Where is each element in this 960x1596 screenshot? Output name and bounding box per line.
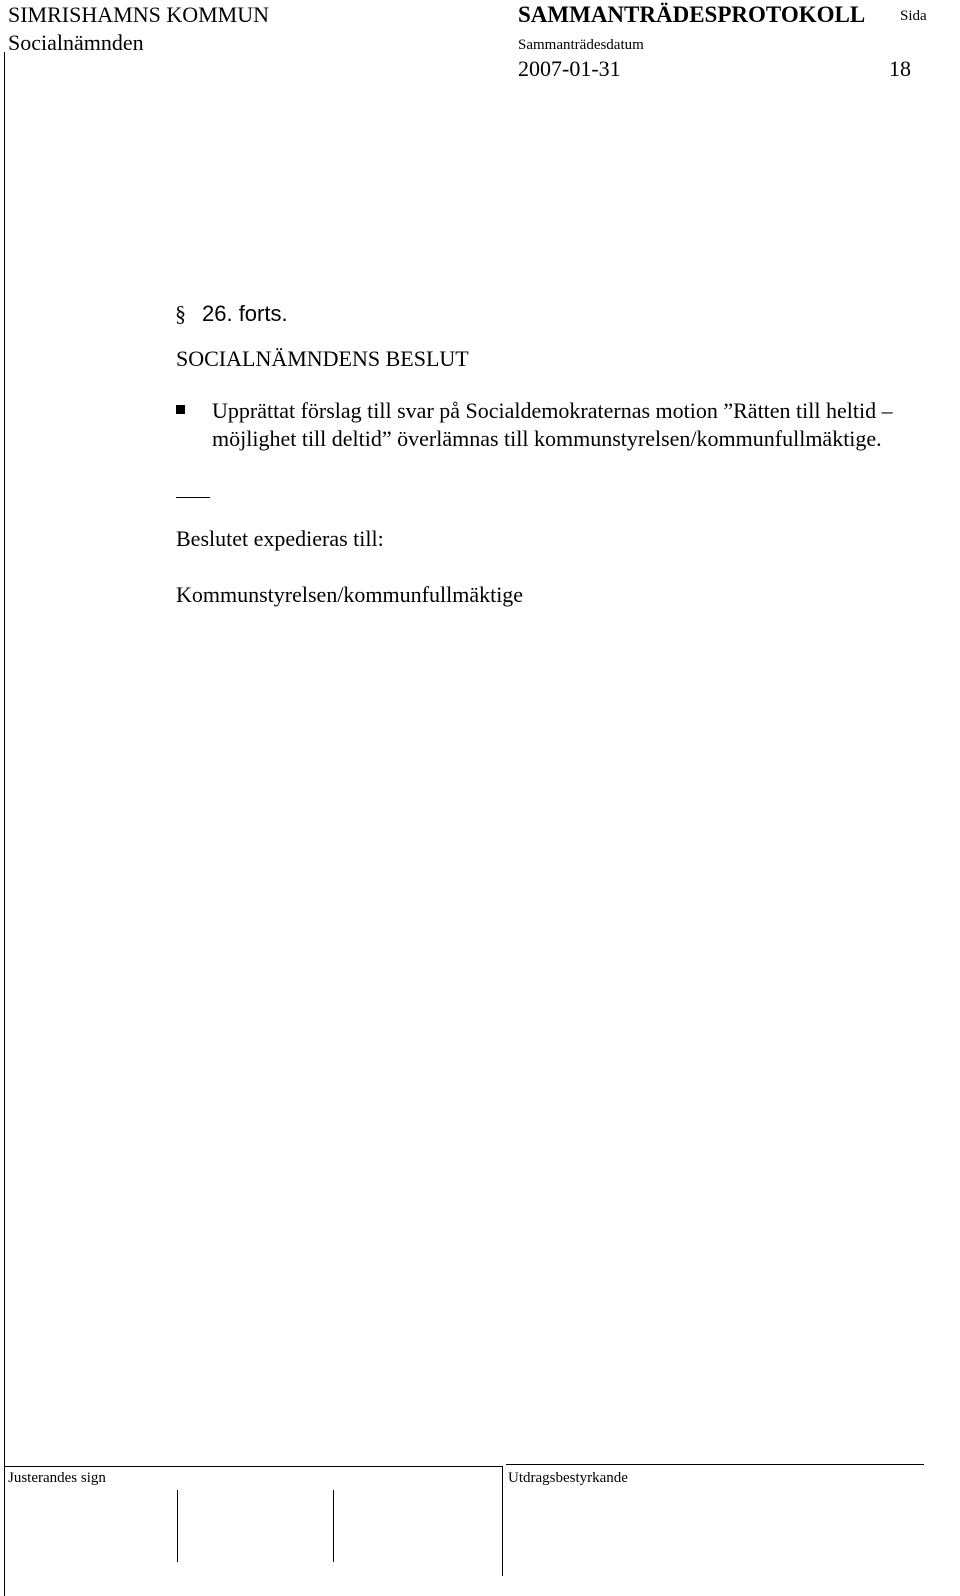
organization-name: SIMRISHAMNS KOMMUN	[8, 2, 269, 27]
footer-rule-right	[506, 1464, 924, 1465]
decision-item	[176, 397, 936, 453]
document-type-title: SAMMANTRÄDESPROTOKOLL	[518, 2, 866, 27]
page-label: Sida	[900, 8, 927, 24]
footer-divider-middle	[502, 1466, 503, 1576]
recipient: Kommunstyrelsen/kommunfullmäktige	[176, 582, 524, 607]
sent-to-label: Beslutet expedieras till:	[176, 526, 384, 551]
footer-divider-left	[4, 1466, 5, 1596]
signature-box-divider	[177, 1490, 178, 1562]
department-name: Socialnämnden	[8, 30, 144, 55]
adjuster-signature-label: Justerandes sign	[8, 1470, 106, 1486]
meeting-date: 2007-01-31	[518, 56, 621, 81]
square-bullet-icon	[176, 405, 185, 414]
page-number: 18	[889, 56, 911, 81]
section-reference	[175, 301, 288, 327]
section-ref-text: 26. forts.	[202, 301, 288, 326]
meeting-date-label: Sammanträdesdatum	[518, 37, 644, 53]
decision-heading: SOCIALNÄMNDENS BESLUT	[176, 346, 469, 371]
separator-rule	[176, 497, 210, 498]
decision-item-text: Upprättat förslag till svar på Socialdemokraternas motion ”Rätten till heltid – möjlighet till deltid” överlämnas till kommunstyrelsen/kommunfullmäktige.	[212, 398, 893, 451]
section-symbol: §	[175, 301, 186, 326]
certification-label: Utdragsbestyrkande	[508, 1470, 628, 1486]
signature-box-divider	[333, 1490, 334, 1562]
left-margin-rule	[4, 52, 5, 1542]
footer-rule-left	[4, 1466, 502, 1467]
